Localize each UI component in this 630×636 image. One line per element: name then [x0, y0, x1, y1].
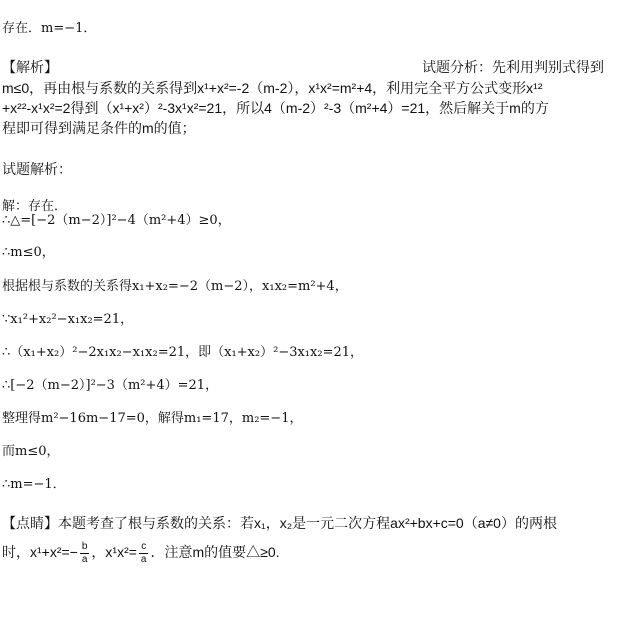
analysis-line-1: m≤0，再由根与系数的关系得到x¹+x²=-2（m-2），x¹x²=m²+4，利用完全平方公式变形x¹²	[2, 80, 543, 96]
fraction-c-numerator: c	[141, 540, 147, 552]
solution-line-5: ∵x₁²+x₂²−x₁x₂=21，	[2, 312, 134, 327]
solution-line-4: 根据根与系数的关系得x₁+x₂=−2（m−2），x₁x₂=m²+4，	[2, 279, 348, 294]
solution-line-7: ∴[−2（m−2）]²−3（m²+4）=21，	[2, 378, 219, 393]
analysis-line-2: +x²²-x¹x²=2得到（x¹+x²）²-3x¹x²=21，所以4（m-2）²-3（m²+4）=21，然后解关于m的方	[2, 100, 549, 116]
comment-line2-mid: ，x¹x²=	[91, 544, 137, 560]
comment-line-1	[2, 514, 557, 533]
comment-line-2	[2, 534, 280, 570]
solution-title: 试题解析：	[2, 161, 72, 177]
fraction-b-over-a	[80, 541, 90, 566]
analysis-line-3: 程即可得到满足条件的m的值；	[2, 120, 196, 136]
comment-line2-prefix: 时，x¹+x²=−	[2, 544, 78, 560]
comment-label: 【点睛】	[2, 515, 58, 531]
solution-line-8: 整理得m²−16m−17=0，解得m₁=17，m₂=−1，	[2, 411, 303, 426]
fraction-c-over-a	[139, 541, 149, 566]
solution-line-1: 解：存在．	[2, 199, 68, 214]
top-answer: 存在．m=−1．	[2, 21, 97, 36]
fraction-b-numerator: b	[81, 540, 88, 552]
analysis-label: 【解析】	[2, 59, 58, 75]
analysis-title: 试题分析：先利用判别式得到	[422, 59, 604, 75]
comment-line2-suffix: ．注意m的值要△≥0.	[150, 544, 280, 560]
solution-line-3: ∴m≤0，	[2, 245, 55, 260]
solution-line-10: ∴m=−1．	[2, 477, 66, 492]
fraction-c-denominator: a	[140, 553, 147, 565]
solution-line-2: ∴△=[−2（m−2）]²−4（m²+4）≥0，	[2, 213, 231, 228]
fraction-b-denominator: a	[81, 553, 88, 565]
comment-text-1: 本题考查了根与系数的关系：若x₁，x₂是一元二次方程ax²+bx+c=0（a≠0）的两根	[58, 515, 557, 531]
solution-line-9: 而m≤0，	[2, 444, 60, 459]
solution-line-6: ∴（x₁+x₂）²−2x₁x₂−x₁x₂=21，即（x₁+x₂）²−3x₁x₂=21，	[2, 345, 363, 360]
